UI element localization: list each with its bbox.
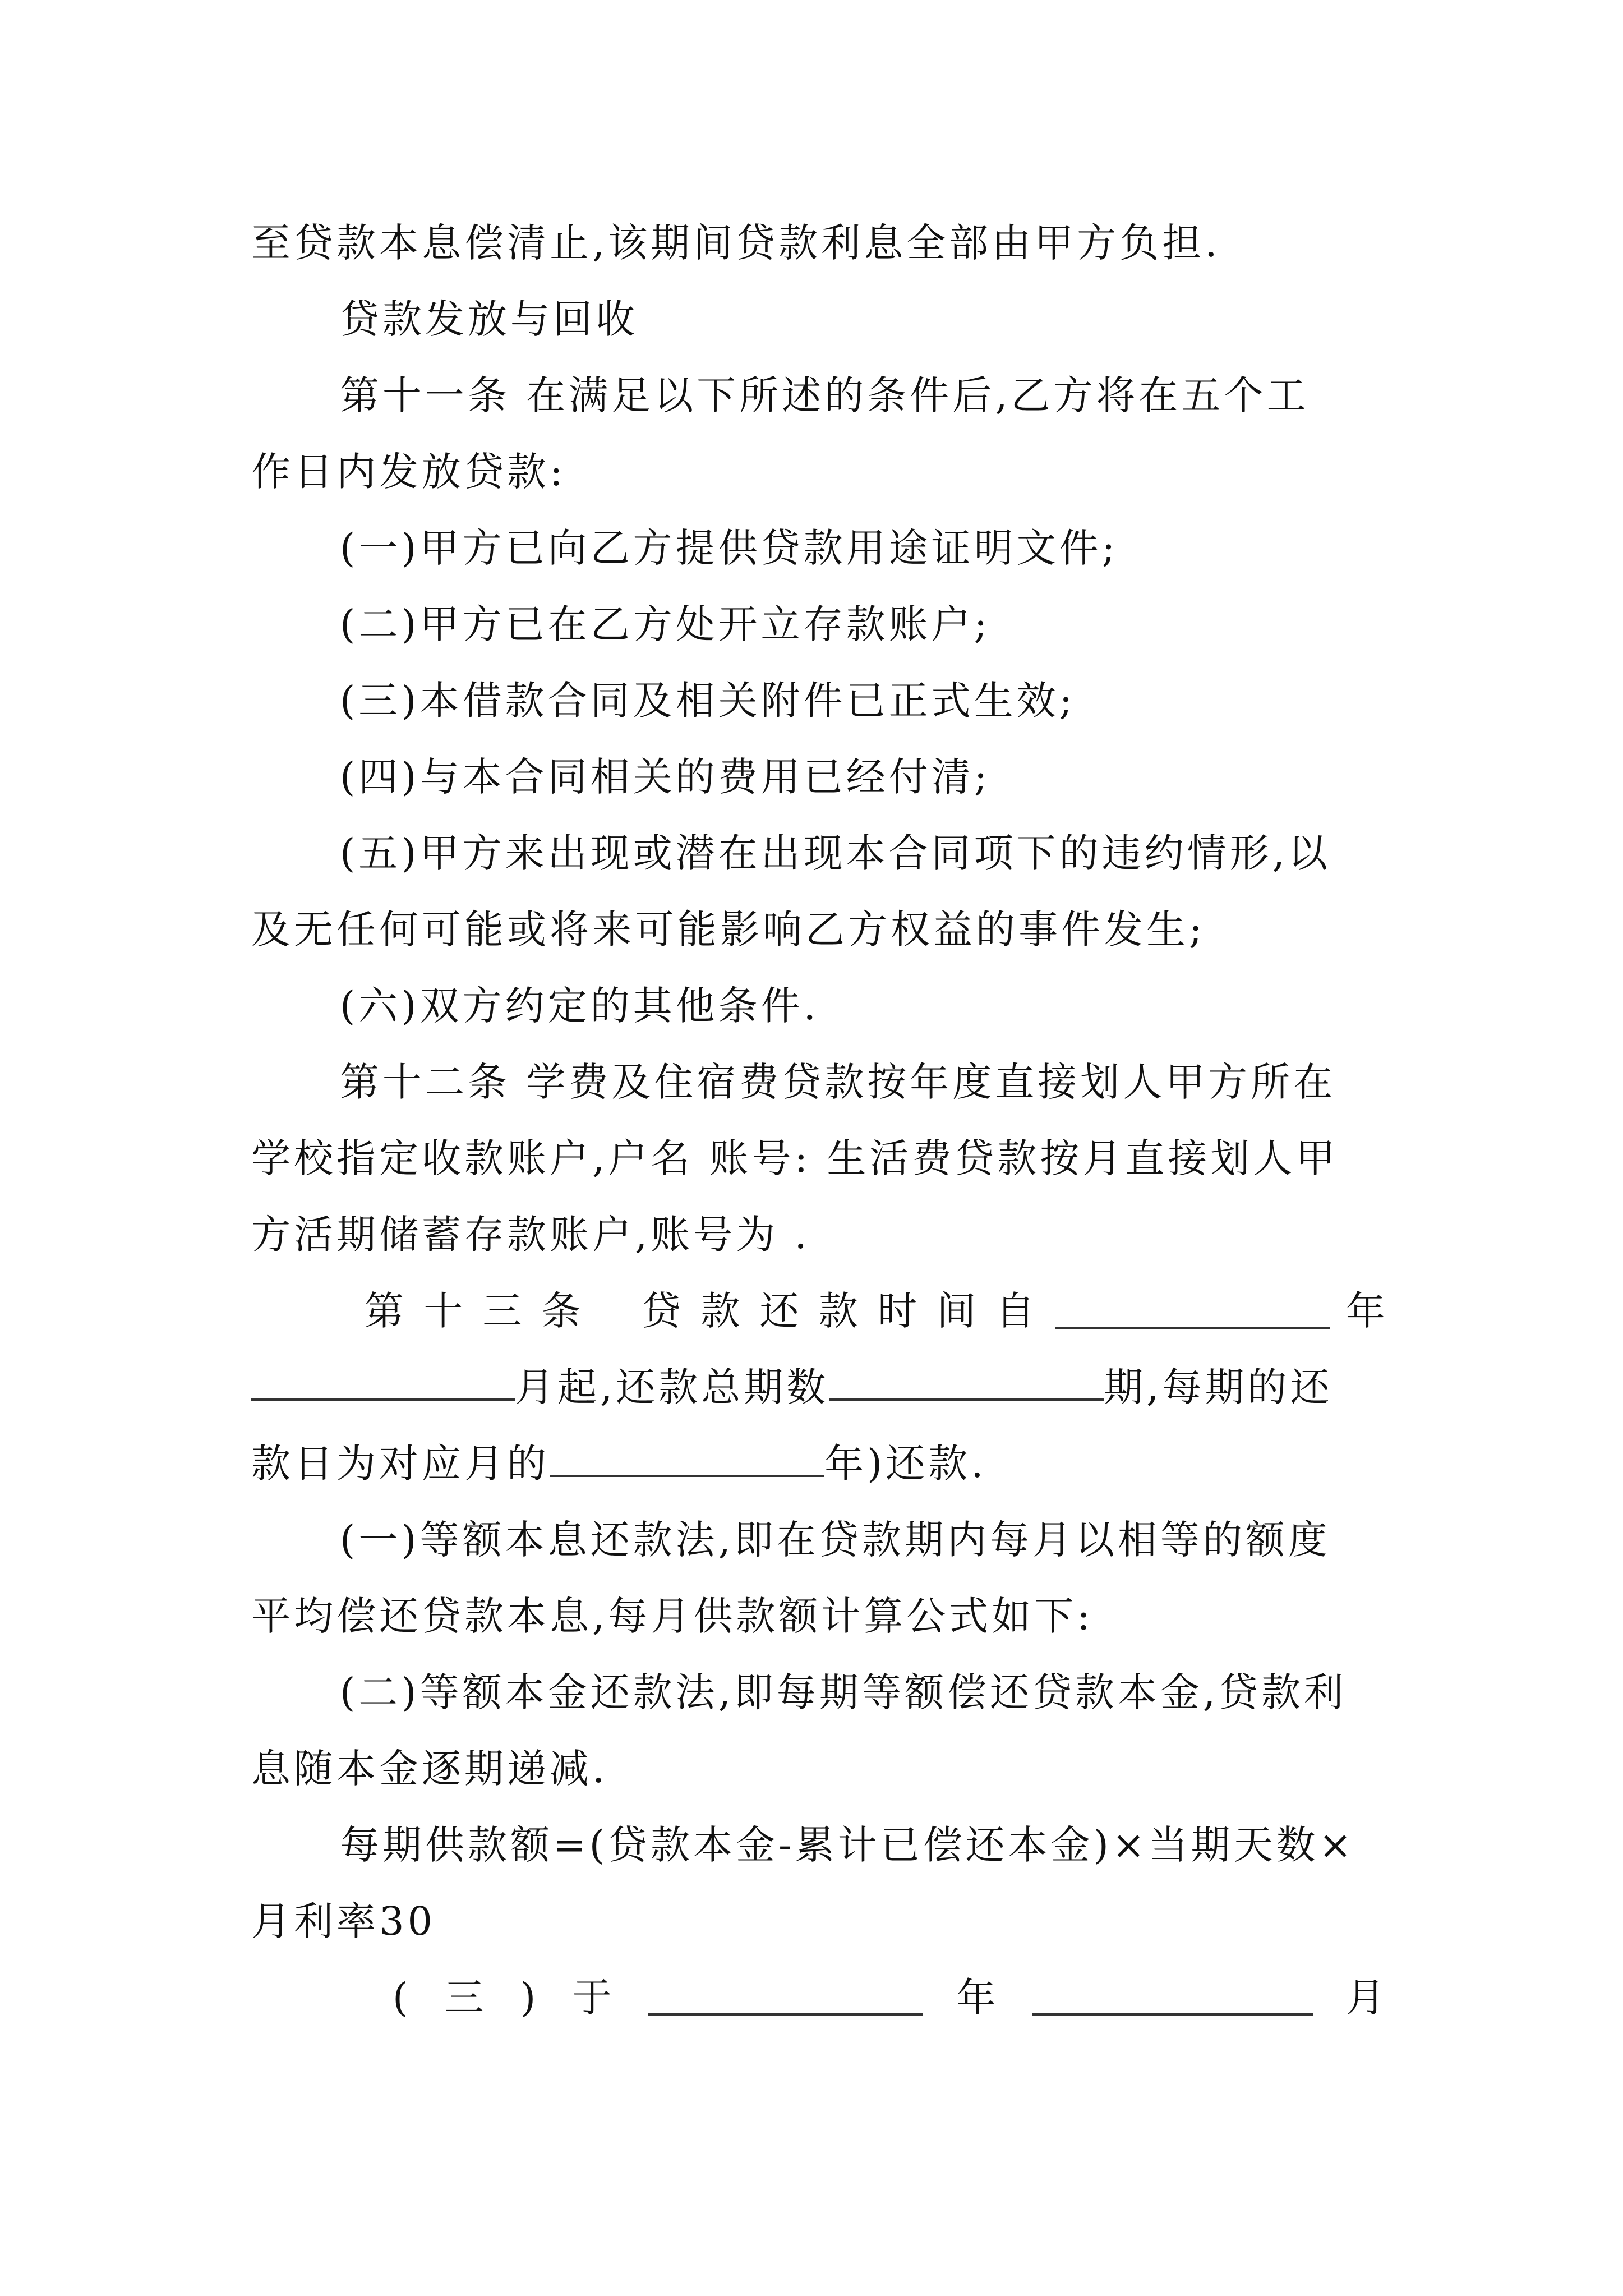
list-item: (六)双方约定的其他条件. [340, 983, 819, 1029]
text-line: 方活期储蓄存款账户,账号为 . [251, 1212, 810, 1258]
list-item: (四)与本合同相关的费用已经付清; [340, 754, 991, 800]
due-suffix-text: 年)还款. [824, 1441, 987, 1487]
text-line: 月利率30 [251, 1898, 436, 1944]
text-line: 至贷款本息偿清止,该期间贷款利息全部由甲方负担. [251, 220, 1221, 266]
list-item: (二)等额本金还款法,即每期等额偿还贷款本金,贷款利 [340, 1669, 1347, 1715]
text-line: 平均偿还贷款本息,每月供款额计算公式如下: [251, 1593, 1094, 1639]
art13-char: 贷 [642, 1288, 685, 1334]
art13-char: 款 [818, 1288, 861, 1334]
item3-char: 三 [444, 1975, 487, 2021]
text-line: 学校指定收款账户,户名 账号: 生活费贷款按月直接划人甲 [251, 1135, 1339, 1181]
item-3-line [393, 1955, 1389, 2040]
text-line: 及无任何可能或将来可能影响乙方权益的事件发生; [251, 907, 1206, 953]
art13-char: 时 [877, 1288, 920, 1334]
year-blank [1055, 1293, 1330, 1329]
year-label: 年 [956, 1975, 999, 2021]
due-day-blank [550, 1441, 824, 1477]
due-prefix-text: 款日为对应月的 [251, 1441, 550, 1487]
year-blank [648, 1980, 923, 2016]
art13-char: 条 [541, 1288, 584, 1334]
art13-char: 自 [995, 1288, 1039, 1334]
month-blank [1032, 1980, 1313, 2016]
item3-char: ) [520, 1975, 540, 2021]
text-line [251, 1421, 1389, 1506]
text-line: 第十一条 在满足以下所述的条件后,乙方将在五个工 [340, 372, 1310, 418]
art13-char: 第 [365, 1288, 407, 1334]
item3-char: ( [393, 1975, 412, 2021]
month-label: 月 [1345, 1975, 1389, 2021]
art13-char: 三 [482, 1288, 525, 1334]
list-item: (三)本借款合同及相关附件已正式生效; [340, 678, 1076, 724]
year-label: 年 [1345, 1288, 1389, 1334]
list-item: (二)甲方已在乙方处开立存款账户; [340, 601, 991, 647]
formula-line: 每期供款额=(贷款本金-累计已偿还本金)×当期天数× [340, 1822, 1355, 1868]
text-line: 第十二条 学费及住宿费贷款按年度直接划人甲方所在 [340, 1059, 1336, 1105]
list-item: (一)甲方已向乙方提供贷款用途证明文件; [340, 525, 1119, 571]
art13-char: 十 [423, 1288, 467, 1334]
period-text: 期,每期的还 [1104, 1364, 1333, 1410]
art13-char: 还 [759, 1288, 803, 1334]
art13-char: 款 [700, 1288, 744, 1334]
section-heading: 贷款发放与回收 [340, 296, 638, 342]
list-item: (一)等额本息还款法,即在贷款期内每月以相等的额度 [340, 1517, 1331, 1563]
month-blank [251, 1365, 515, 1401]
period-count-blank [829, 1365, 1104, 1401]
text-line: 作日内发放贷款: [251, 449, 566, 495]
list-item: (五)甲方来出现或潜在出现本合同项下的违约情形,以 [340, 830, 1331, 876]
art13-char: 间 [937, 1288, 980, 1334]
text-line [251, 1345, 1389, 1429]
article-13-line [365, 1269, 1389, 1353]
text-line: 息随本金逐期递减. [251, 1746, 608, 1792]
month-start-text: 月起,还款总期数 [515, 1364, 829, 1410]
item3-char: 于 [572, 1975, 615, 2021]
